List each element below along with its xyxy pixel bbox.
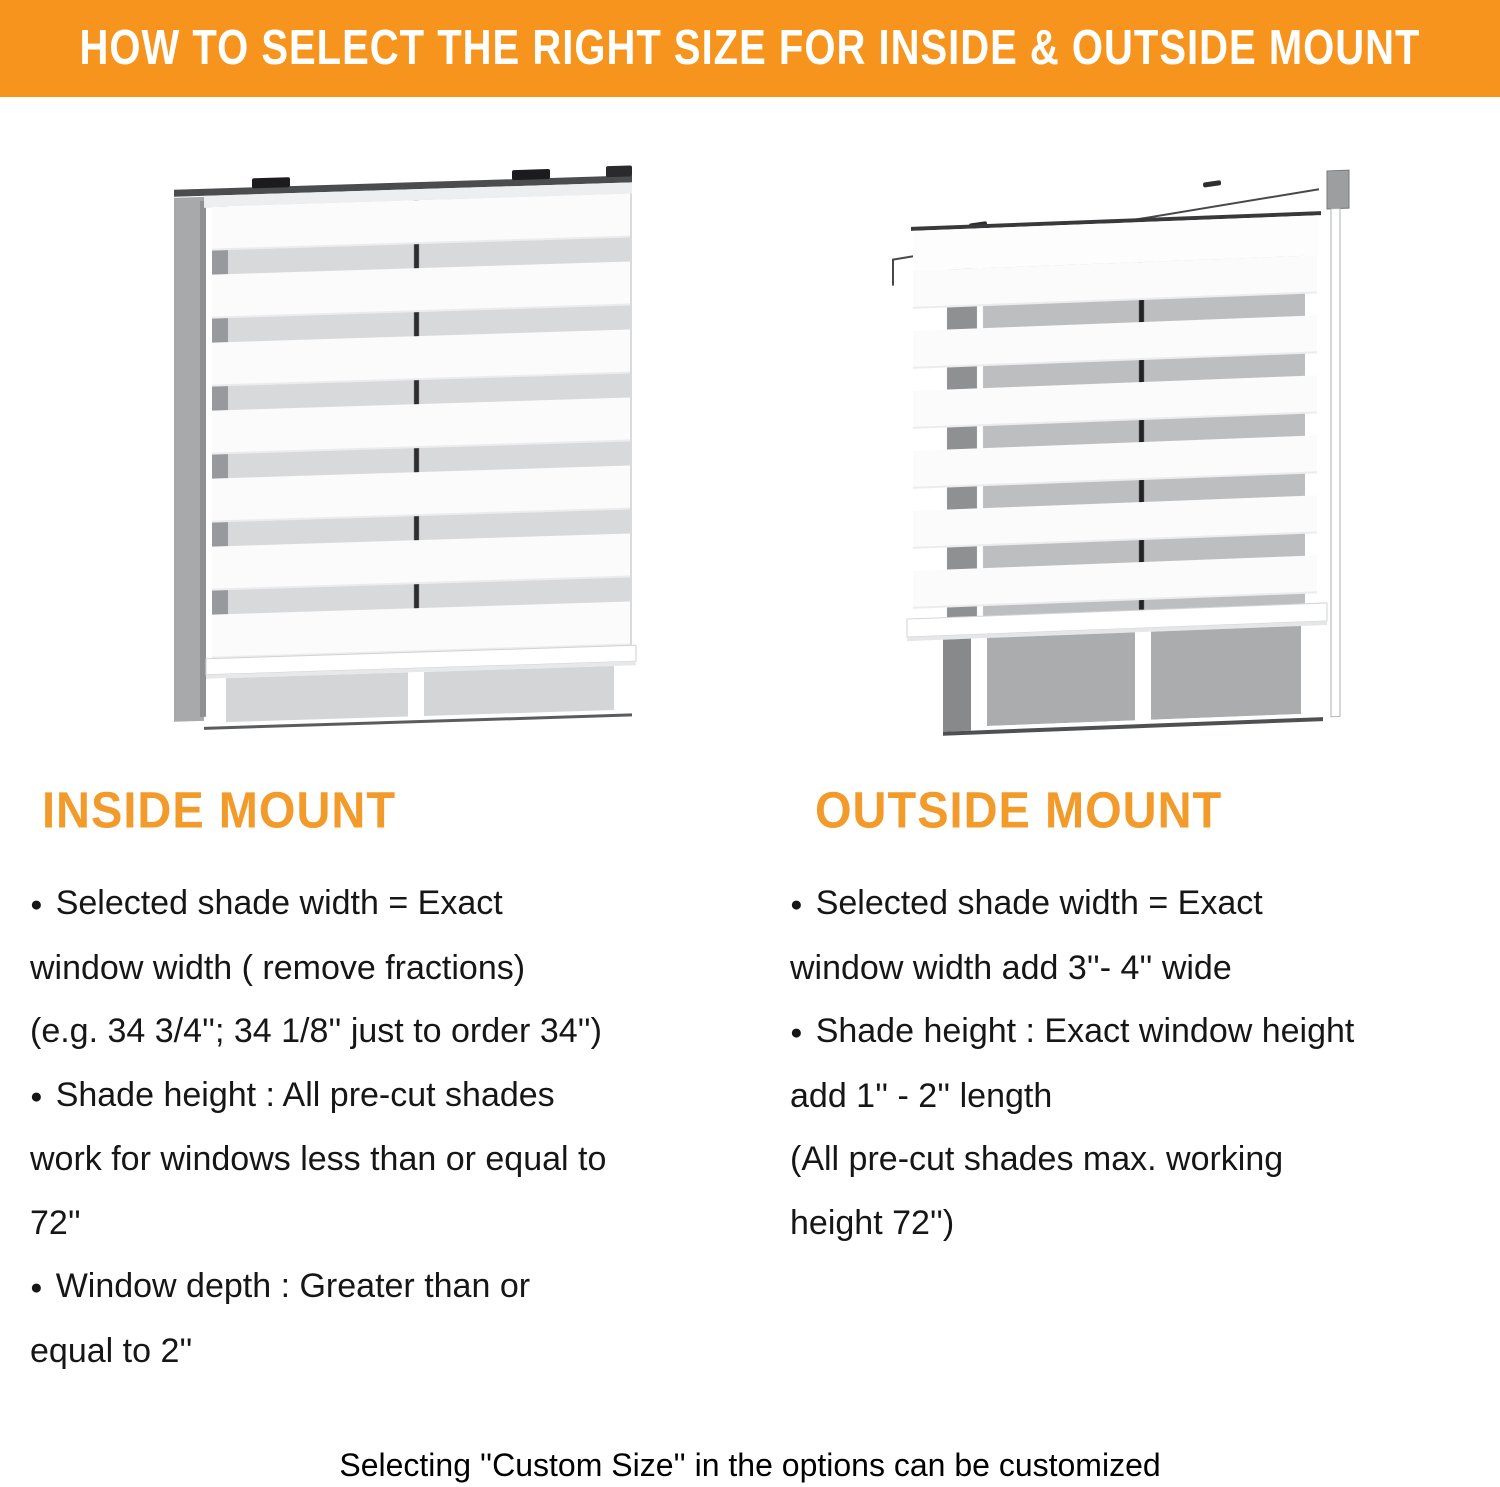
instruction-text: add 1'' - 2'' length (790, 1076, 1053, 1115)
window-frame (1135, 632, 1151, 729)
instruction-line (790, 1192, 1500, 1256)
instruction-line (790, 1065, 1500, 1129)
instruction-line (30, 937, 770, 1001)
heading-inside-mount: INSIDE MOUNT (42, 781, 397, 839)
window-jamb (943, 639, 971, 732)
instruction-text: height 72'') (790, 1203, 955, 1242)
window-glass (424, 666, 614, 716)
instruction-text: window width ( remove fractions) (30, 948, 526, 987)
instruction-line (30, 872, 770, 937)
mounting-bracket (252, 177, 290, 188)
instruction-text: 72'' (30, 1203, 81, 1242)
heading-outside-mount: OUTSIDE MOUNT (815, 781, 1223, 839)
instruction-line (790, 872, 1500, 937)
page-title: HOW TO SELECT THE RIGHT SIZE FOR INSIDE & OUTSIDE MOUNT (79, 21, 1421, 75)
outside-mount-illustration (883, 146, 1397, 746)
instruction-text: Shade height : Exact window height (815, 1012, 1355, 1050)
window-jamb-shadow (200, 201, 206, 717)
custom-size-note: Selecting ''Custom Size'' in the options can be customized (339, 1447, 1161, 1483)
fabric-edge (630, 193, 632, 645)
window-glass (987, 632, 1135, 726)
window-glass (1151, 626, 1301, 720)
instruction-text: work for windows less than or equal to (30, 1140, 607, 1178)
bullet-icon: ● (30, 893, 43, 916)
instruction-text: Selected shade width = Exact (815, 884, 1263, 922)
zebra-shade-fabric (212, 193, 630, 658)
instruction-line (790, 1000, 1500, 1065)
mounting-screw (1203, 180, 1221, 188)
instruction-text: Selected shade width = Exact (55, 884, 503, 922)
instruction-line (30, 1000, 770, 1064)
instruction-text: equal to 2'' (30, 1331, 193, 1370)
window-frame (971, 638, 987, 735)
bullet-icon: ● (790, 1021, 803, 1044)
instruction-text: Window depth : Greater than or (55, 1267, 531, 1305)
bullet-icon: ● (30, 1276, 43, 1299)
window-jamb (174, 197, 204, 722)
instruction-text: Shade height : All pre-cut shades (55, 1075, 555, 1114)
outside-mount-window-graphic (883, 146, 1397, 746)
zebra-shade-fabric (913, 255, 1317, 619)
headrail-end-cap (606, 165, 632, 177)
mounting-bracket (512, 169, 550, 180)
instruction-text: (e.g. 34 3/4''; 34 1/8'' just to order 34'') (30, 1012, 602, 1050)
bullet-icon: ● (790, 893, 803, 916)
title-banner (0, 0, 1500, 97)
outside-mount-instructions (790, 872, 1500, 1255)
wall-edge-strip (1331, 208, 1340, 716)
instruction-line (30, 1064, 770, 1129)
instruction-line (30, 1320, 770, 1384)
instruction-line (30, 1128, 770, 1192)
instruction-line (30, 1255, 770, 1320)
bullet-icon: ● (30, 1084, 43, 1108)
inside-mount-window-graphic (168, 156, 655, 746)
instruction-text: (All pre-cut shades max. working (790, 1140, 1284, 1178)
instruction-line (790, 937, 1500, 1001)
instruction-line (790, 1128, 1500, 1192)
mounting-bracket-block (1327, 170, 1349, 209)
inside-mount-illustration (168, 156, 655, 746)
instruction-line (30, 1192, 770, 1256)
instruction-text: window width add 3''- 4'' wide (790, 948, 1232, 987)
inside-mount-instructions (30, 872, 770, 1383)
window-glass (226, 672, 408, 722)
